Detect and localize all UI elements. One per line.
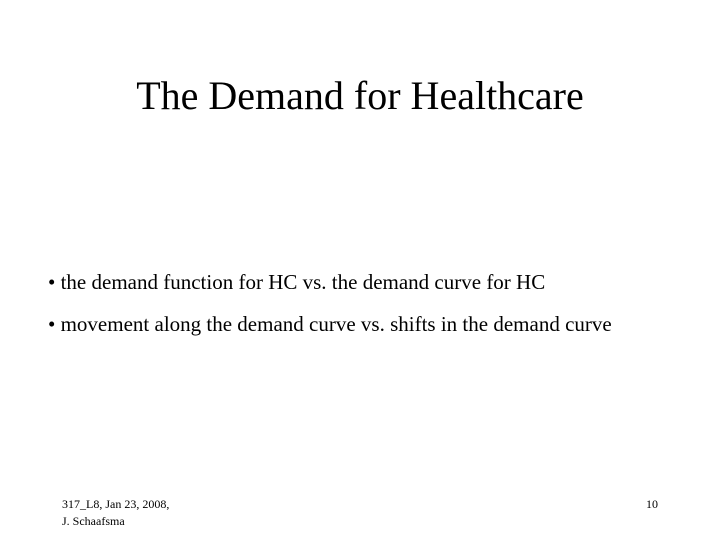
footer-line-2: J. Schaafsma [62,514,125,528]
bullet-item: • movement along the demand curve vs. shifts in the demand curve [48,312,612,336]
footer-credit [62,496,169,530]
page-number: 10 [646,497,658,511]
footer-line-1: 317_L8, Jan 23, 2008, [62,497,170,511]
bullet-list [48,268,688,352]
slide-title: The Demand for Healthcare [136,73,584,118]
bullet-item: • the demand function for HC vs. the demand curve for HC [48,270,546,294]
